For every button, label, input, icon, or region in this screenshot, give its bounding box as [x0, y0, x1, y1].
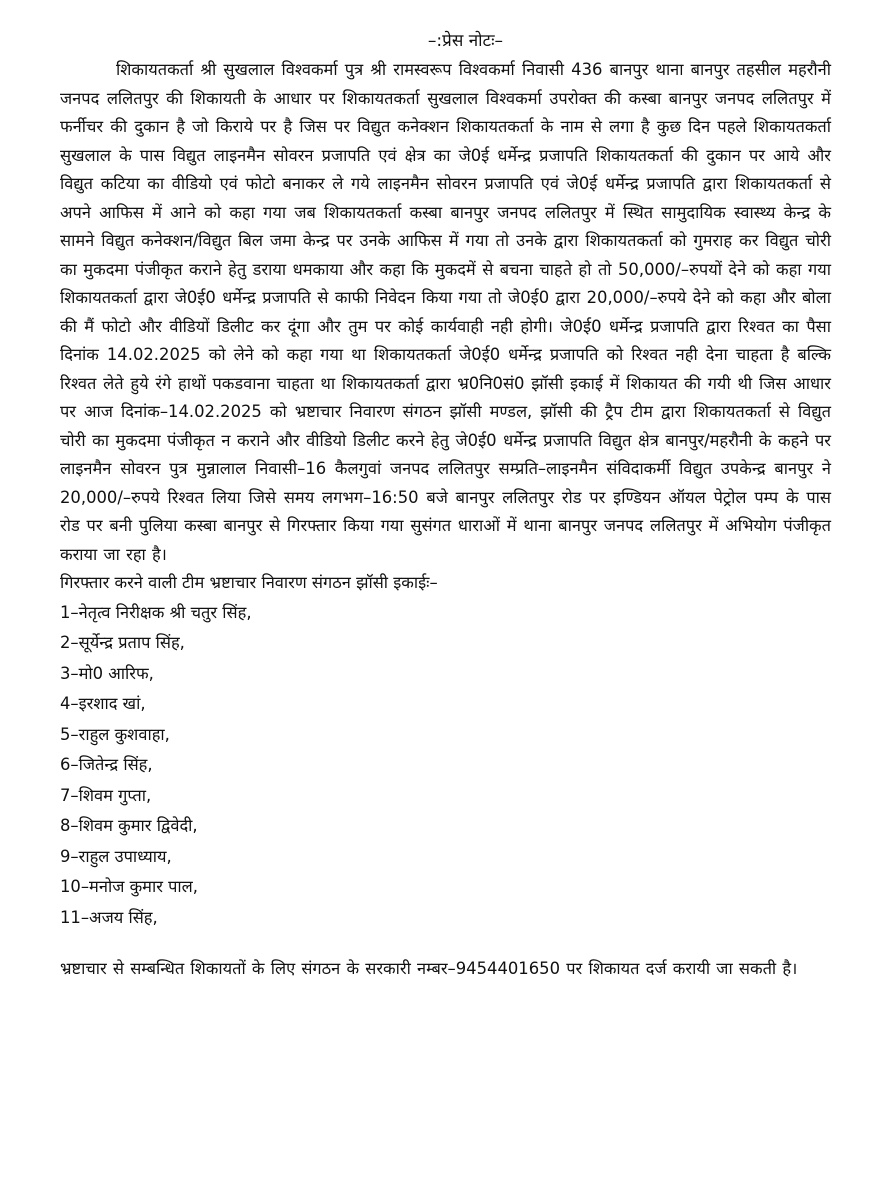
team-member: 1–नेतृत्व निरीक्षक श्री चतुर सिंह, — [60, 602, 252, 622]
team-member: 9–राहुल उपाध्याय, — [60, 846, 172, 866]
team-member: 7–शिवम गुप्ता, — [60, 785, 152, 805]
team-member: 6–जितेन्द्र सिंह, — [60, 755, 153, 774]
team-member: 8–शिवम कुमार द्विवेदी, — [60, 816, 198, 835]
complaint-paragraph: शिकायतकर्ता श्री सुखलाल विश्वकर्मा पुत्र श्री रामस्वरूप विश्वकर्मा निवासी 436 बानपुर थाना बानपुर तहसील महरौनी जनपद ललितपुर की शिकायती के आधार पर शिकायतकर्ता सुखलाल विश्वकर्मा उपरोक्त की कस्बा बानपुर जनपद ललितपुर में फर्नीचर की दुकान है जो किराये पर है जिस पर विद्युत कनेक्शन शिकायतकर्ता के नाम से लगा है कुछ दिन पहले शिकायतकर्ता सुखलाल के पास विद्युत लाइनमैन सोवरन प्रजापति एवं क्षेत्र का जे0ई धर्मेन्द्र प्रजापति शिकायतकर्ता की दुकान पर आये और विद्युत कटिया का वीडियो एवं फोटो बनाकर ले गये लाइनमैन सोवरन प्रजापति एवं जे0ई धर्मेन्द्र प्रजापति द्वारा शिकायतकर्ता से अपने आफिस में आने को कहा गया जब शिकायतकर्ता कस्बा बानपुर जनपद ललितपुर में स्थित सामुदायिक स्वास्थ्य केन्द्र के सामने विद्युत कनेक्शन/विद्युत बिल जमा केन्द्र पर उनके आफिस में गया तो उनके द्वारा शिकायतकर्ता को गुमराह कर विद्युत चोरी का मुकदमा पंजीकृत कराने हेतु डराया धमकाया और कहा कि मुकदमें से बचना चाहते हो तो 50,000/–रुपयों देने को कहा गया शिकायतकर्ता द्वारा जे0ई0 धर्मेन्द्र प्रजापति से काफी निवेदन किया गया तो जे0ई0 द्वारा 20,000/–रुपये देने को कहा और बोला की मैं फोटो और वीडियों डिलीट कर दूंगा और तुम पर कोई कार्यवाही नही होगी। जे0ई0 धर्मेन्द्र प्रजापति द्वारा रिश्वत का पैसा दिनांक 14.02.2025 को लेने को कहा गया था शिकायतकर्ता जे0ई0 धर्मेन्द्र प्रजापति को रिश्वत नही देना चाहता है बल्कि रिश्वत लेते हुये रंगे हाथों पकडवाना चाहता था शिकायतकर्ता द्वारा भ्र0नि0सं0 झॉसी इकाई में शिकायत की गयी थी जिस आधार पर आज दिनांक–14.02.2025 को भ्रष्टाचार निवारण संगठन झॉसी मण्डल, झॉसी की ट्रैप टीम द्वारा शिकायतकर्ता से विद्युत चोरी का मुकदमा पंजीकृत न कराने और वीडियो डिलीट करने हेतु जे0ई0 धर्मेन्द्र प्रजापति विद्युत क्षेत्र बानपुर/महरौनी के कहने पर लाइनमैन सोवरन पुत्र मुन्नालाल निवासी–16 कैलगुवां जनपद ललितपुर सम्प्रति–लाइनमैन संविदाकर्मी विद्युत उपकेन्द्र बानपुर ने 20,000/–रुपये रिश्वत लिया जिसे समय लगभग–16:50 बजे बानपुर ललितपुर रोड पर इण्डियन ऑयल पेट्रोल पम्प के पास रोड पर बनी पुलिया कस्बा बानपुर से गिरफ्तार किया गया सुसंगत धाराओं में थाना बानपुर जनपद ललितपुर में अभियोग पंजीकृत कराया जा रहा है। — [60, 60, 831, 564]
team-list — [60, 598, 831, 934]
team-member: 4–इरशाद खां, — [60, 694, 146, 713]
team-member: 2–सूर्येन्द्र प्रताप सिंह, — [60, 633, 185, 652]
team-member: 11–अजय सिंह, — [60, 907, 158, 927]
team-heading: गिरफ्तार करने वाली टीम भ्रष्टाचार निवारण संगठन झॉसी इकाईः– — [60, 573, 438, 592]
team-member: 5–राहुल कुशवाहा, — [60, 724, 170, 744]
document-title: –:प्रेस नोटः– — [427, 31, 504, 51]
team-member: 3–मो0 आरिफ, — [60, 663, 154, 683]
team-member: 10–मनोज कुमार पाल, — [60, 877, 198, 896]
contact-note: भ्रष्टाचार से सम्बन्धित शिकायतों के लिए संगठन के सरकारी नम्बर–9454401650 पर शिकायत दर्ज करायी जा सकती है। — [60, 959, 798, 978]
